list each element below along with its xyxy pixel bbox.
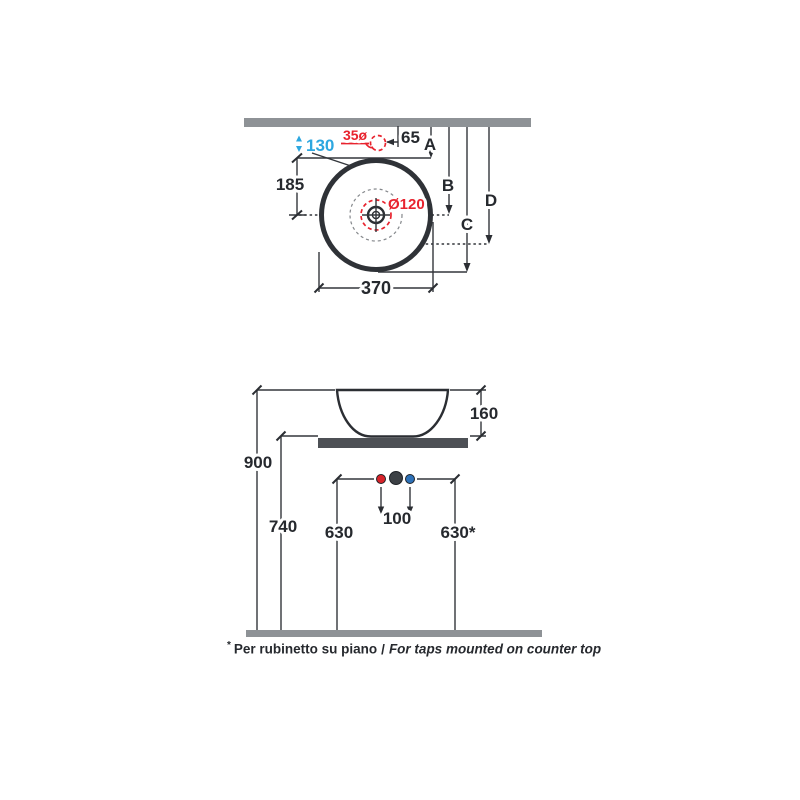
dim-arrow-65 — [386, 139, 394, 145]
dim-arrow-b — [446, 205, 453, 214]
top-view — [244, 118, 531, 298]
label-supply-height-left: 630 — [324, 523, 354, 542]
bowl-profile — [337, 390, 448, 437]
label-supply-height-right: 630* — [440, 523, 476, 542]
label-dim-b: B — [441, 176, 455, 195]
counter-slab — [318, 438, 468, 448]
dim-arrow-c — [464, 263, 471, 272]
elevation-view — [244, 386, 542, 638]
footnote-marker: * — [227, 640, 231, 651]
waste-dot — [390, 472, 403, 485]
floor-bar — [246, 630, 542, 637]
label-tap-hole-diameter: 35ø — [342, 127, 368, 143]
label-drain-diameter: Ø120 — [388, 196, 425, 213]
footnote — [227, 640, 601, 657]
label-center-distance: 185 — [275, 175, 305, 194]
label-basin-height: 160 — [469, 404, 499, 423]
dim-line-900 — [257, 390, 335, 630]
footnote-separator: / — [381, 641, 385, 657]
dim-arrow-d — [486, 235, 493, 244]
tap-hole-dashed-circle — [371, 136, 386, 151]
label-counter-height: 740 — [268, 517, 298, 536]
label-rim-height: 900 — [243, 453, 273, 472]
cold-water-dot — [406, 475, 415, 484]
label-supply-spacing: 100 — [382, 509, 412, 528]
label-adjust-height: 130 — [306, 136, 335, 155]
footnote-italian: Per rubinetto su piano — [233, 641, 378, 657]
dim-line-630-right — [417, 479, 455, 630]
dim-line-100 — [381, 487, 410, 508]
label-dim-a: A — [423, 135, 437, 154]
leader-line-35 — [366, 144, 373, 148]
dim-line-630-left — [337, 479, 374, 630]
wall-section-bar — [244, 118, 531, 127]
label-tap-hole-offset: 65 — [401, 128, 420, 147]
label-dim-c: C — [460, 215, 474, 234]
label-dim-d: D — [484, 191, 498, 210]
down-arrow-icon — [296, 146, 302, 152]
up-arrow-icon — [296, 136, 302, 142]
hot-water-dot — [377, 475, 386, 484]
footnote-english: For taps mounted on counter top — [388, 641, 602, 657]
label-basin-diameter: 370 — [360, 278, 392, 298]
